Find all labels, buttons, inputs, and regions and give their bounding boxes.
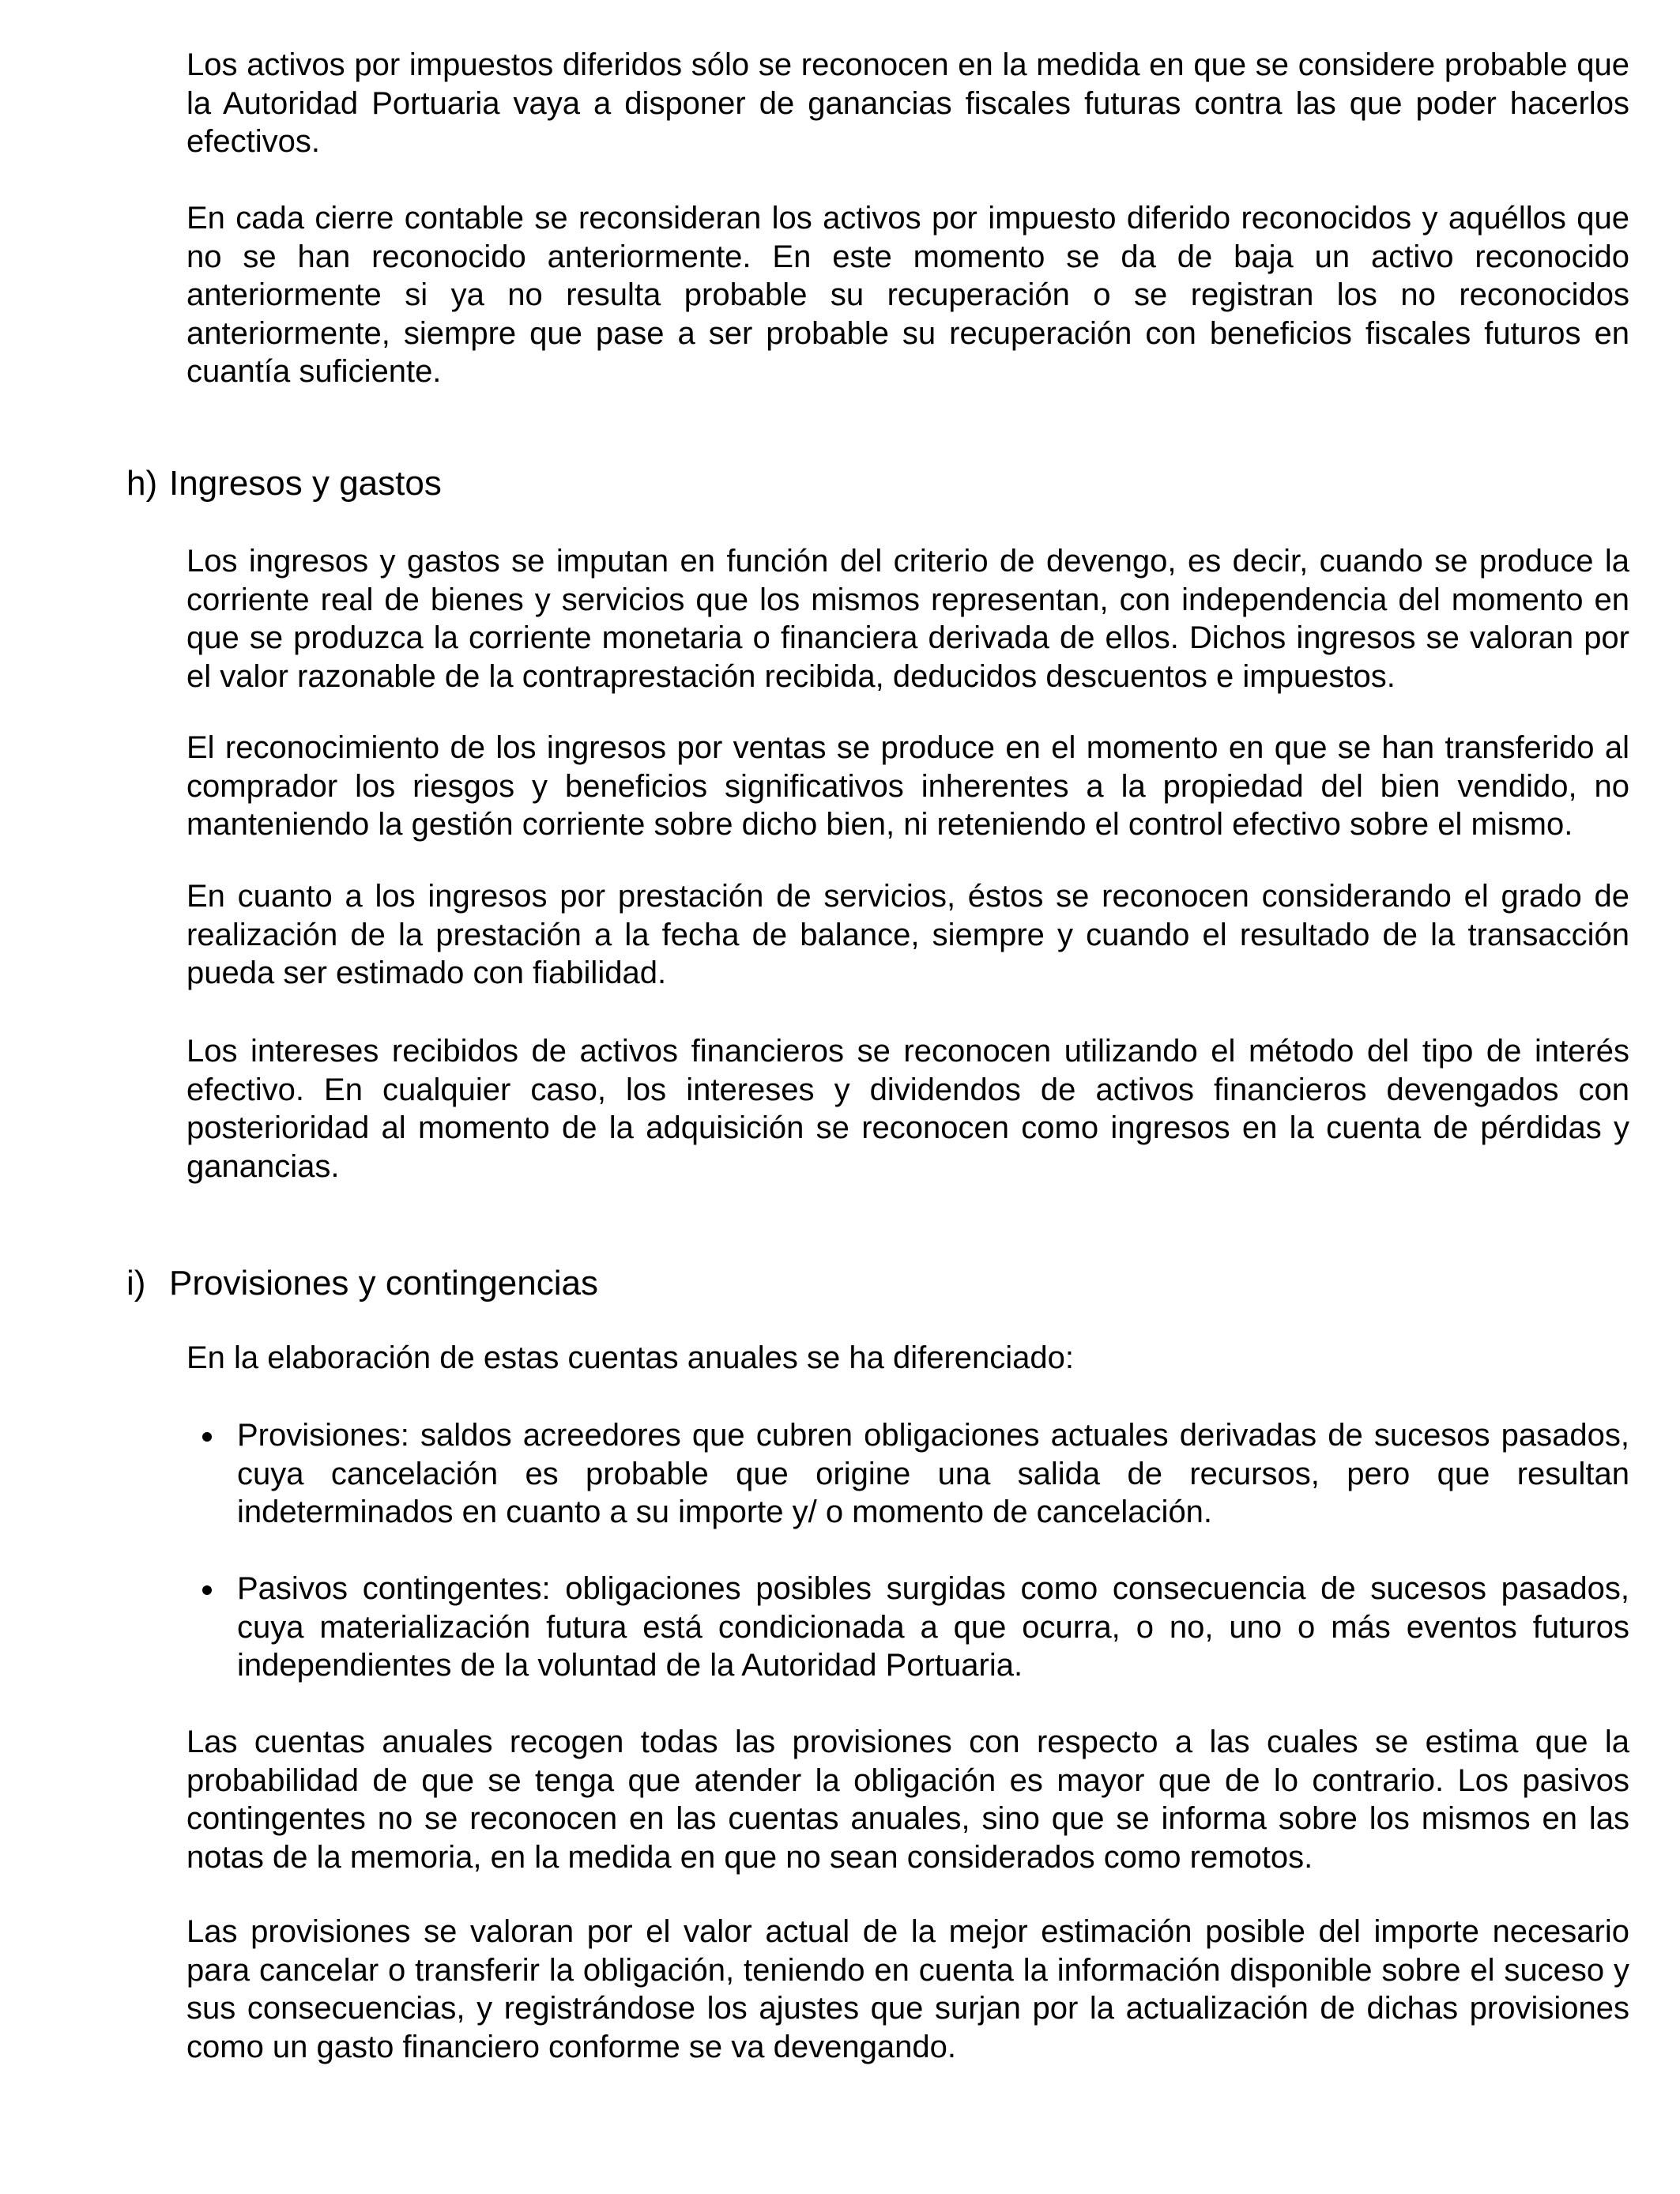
section-title-i: Provisiones y contingencias (169, 1264, 598, 1302)
paragraph-provisions-valuation: Las provisiones se valoran por el valor actual de la mejor estimación posible del importe necesario para cancelar o transferir la obligación, teniendo en cuenta la información disponible sobre el suceso y sus consecuencias, y registrándose los ajustes que surjan por la actualización de dichas provisiones como un gasto financiero conforme se va devengando. (186, 1914, 1629, 2064)
paragraph-accrual-criterion: Los ingresos y gastos se imputan en función del criterio de devengo, es decir, cuando se produce la corriente real de bienes y servicios que los mismos representan, con independencia del momento en que se produzca la corriente monetaria o financiera derivada de ellos. Dichos ingresos se valoran por el valor razonable de la contraprestación recibida, deducidos descuentos e impuestos. (186, 544, 1629, 694)
paragraph-deferred-tax-assets: Los activos por impuestos diferidos sólo se reconocen en la medida en que se considere probable que la Autoridad Portuaria vaya a disponer de ganancias fiscales futuras contra las que poder hacerlos efectivos. (186, 47, 1629, 159)
list-item (237, 1416, 1629, 1532)
section-heading-provisiones (126, 1263, 598, 1304)
section-marker-i: i) (126, 1264, 146, 1302)
bullet-icon (202, 1432, 212, 1442)
paragraph-services-recognition: En cuanto a los ingresos por prestación de servicios, éstos se reconocen considerando el grado de realización de la prestación a la fecha de balance, siempre y cuando el resultado de la transacción pueda ser estimado con fiabilidad. (186, 879, 1629, 990)
section-marker-h: h) (126, 464, 158, 503)
bullet-icon (202, 1585, 212, 1595)
list-item (237, 1570, 1629, 1685)
bullet-text-provisiones: Provisiones: saldos acreedores que cubren obligaciones actuales derivadas de sucesos pasados, cuya cancelación es probable que origine una salida de recursos, pero que resultan indeterminados en cuanto a su importe y/ o momento de cancelación. (237, 1418, 1629, 1529)
section-title-h: Ingresos y gastos (169, 464, 442, 503)
paragraph-interest-recognition: Los intereses recibidos de activos financieros se reconocen utilizando el método del tipo de interés efectivo. En cualquier caso, los intereses y dividendos de activos financieros devengados con posterioridad al momento de la adquisición se reconocen como ingresos en la cuenta de pérdidas y ganancias. (186, 1034, 1629, 1184)
paragraph-provisions-intro: En la elaboración de estas cuentas anuales se ha diferenciado: (186, 1340, 1074, 1375)
bullet-text-pasivos-contingentes: Pasivos contingentes: obligaciones posibles surgidas como consecuencia de sucesos pasados, cuya materialización futura está condicionada a que ocurra, o no, uno o más eventos futuros independientes de la voluntad de la Autoridad Portuaria. (237, 1571, 1629, 1683)
paragraph-sales-recognition: El reconocimiento de los ingresos por ventas se produce en el momento en que se han transferido al comprador los riesgos y beneficios significativos inherentes a la propiedad del bien vendido, no manteniendo la gestión corriente sobre dicho bien, ni reteniendo el control efectivo sobre el mismo. (186, 730, 1629, 842)
paragraph-deferred-tax-review: En cada cierre contable se reconsideran los activos por impuesto diferido reconocidos y aquéllos que no se han reconocido anteriormente. En este momento se da de baja un activo reconocido anteriormente si ya no resulta probable su recuperación o se registran los no reconocidos anteriormente, siempre que pase a ser probable su recuperación con beneficios fiscales futuros en cuantía suficiente. (186, 201, 1629, 389)
section-heading-ingresos-gastos (126, 463, 442, 504)
paragraph-provisions-recognition: Las cuentas anuales recogen todas las provisiones con respecto a las cuales se estima que la probabilidad de que se tenga que atender la obligación es mayor que de lo contrario. Los pasivos contingentes no se reconocen en las cuentas anuales, sino que se informa sobre los mismos en las notas de la memoria, en la medida en que no sean considerados como remotos. (186, 1725, 1629, 1875)
